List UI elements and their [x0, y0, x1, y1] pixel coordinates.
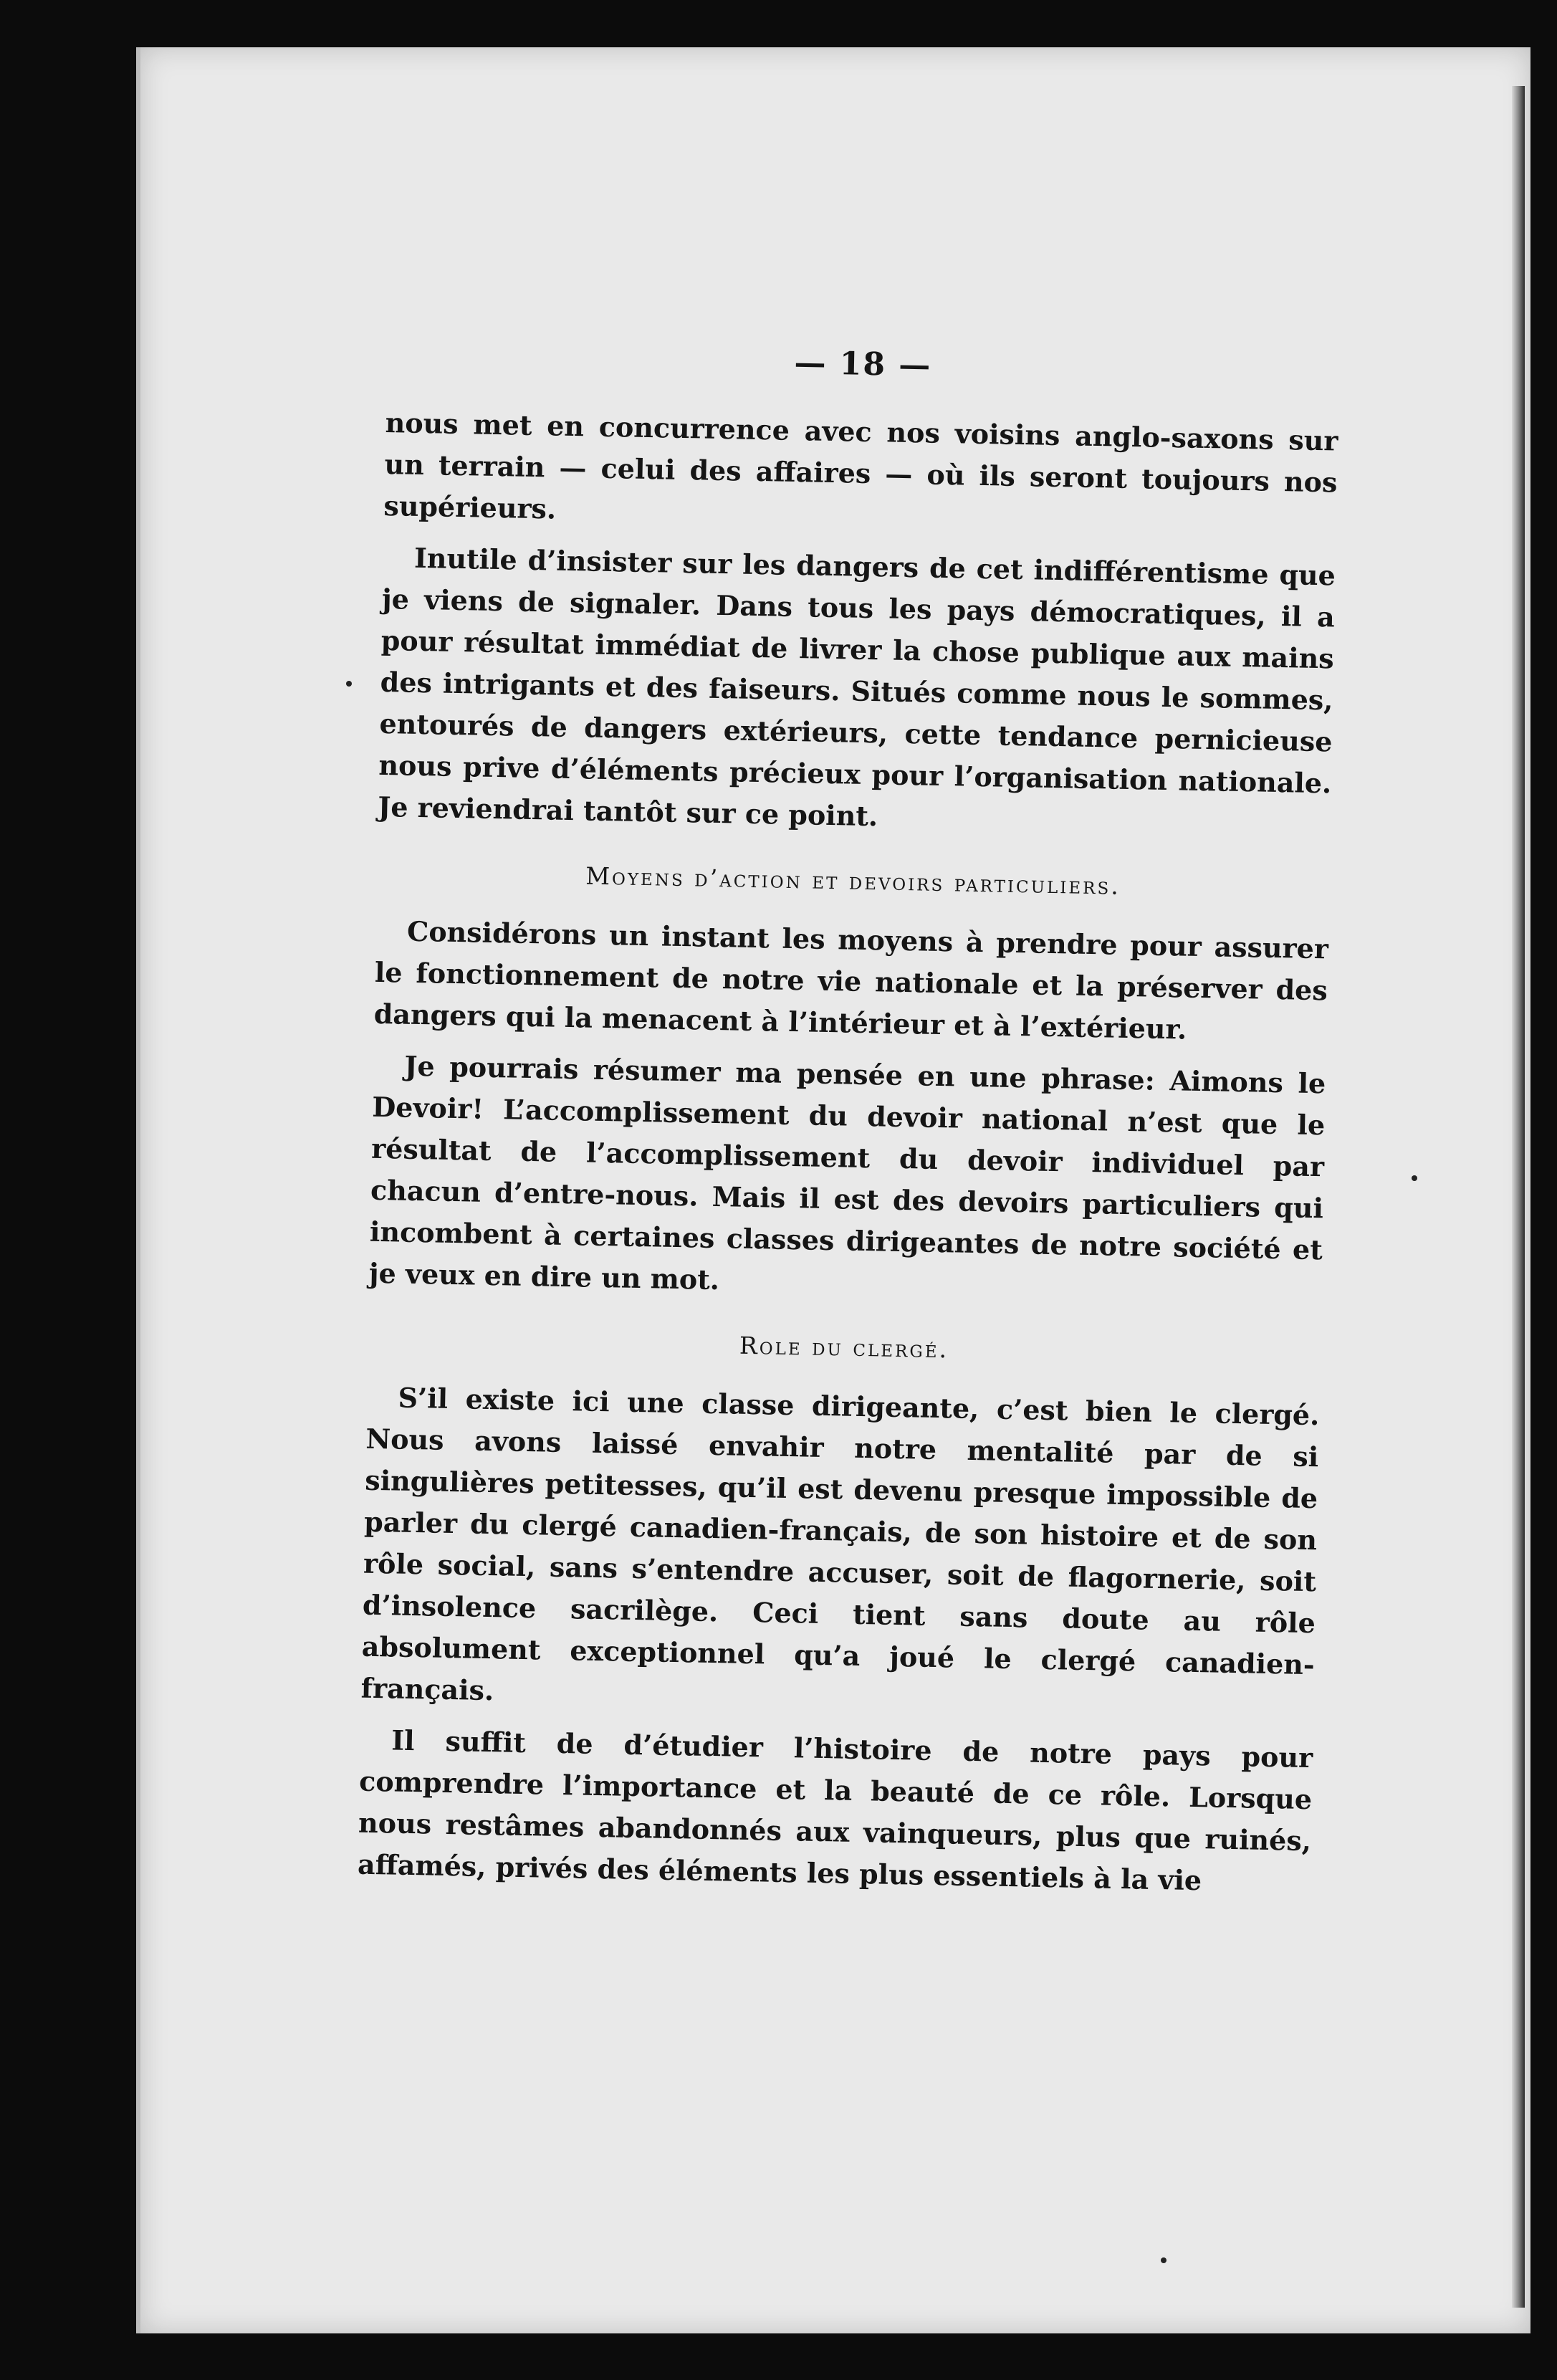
section-heading: Role du clergé. [739, 1331, 949, 1364]
section-heading: Moyens d’action et devoirs particuliers. [585, 861, 1121, 900]
paragraph: S’il existe ici une classe dirigeante, c’est bien le clergé. Nous avons laissé envahir notre mentalité par de si singulières petitesses, qu’il est devenu presque impossible de parler du clergé canadien-français, de son histoire et de son rôle social, sans s’entendre accuser, soit de flagornerie, soit d’insolence sacrilège. Ceci tient sans doute au rôle absolument exceptionnel qu’a joué le clergé canadien-français. [360, 1381, 1320, 1707]
paragraph: Inutile d’insister sur les dangers de cet indifférentisme que je viens de signaler. Dans tous les pays démocratiques, il a pour résultat immédiat de livrer la chose publique aux mains des intrigants et des faiseurs. Situés comme nous le sommes, entourés de dangers extérieurs, cette tendance pernicieuse nous prive d’éléments précieux pour l’organisation nationale. Je reviendrai tantôt sur ce point. [377, 541, 1336, 833]
scan-speck [1412, 1175, 1417, 1181]
paragraph: Il suffit de d’étudier l’histoire de notre pays pour comprendre l’importance et la beauté de ce rôle. Lorsque nous restâmes abandonnés aux vainqueurs, plus que ruinés, affamés, privés des éléments les plus essentiels à la vie [357, 1724, 1313, 1897]
paragraph-continuation: nous met en concurrence avec nos voisins anglo-saxons sur un terrain — celui des affaires — où ils seront toujours nos supérieurs. [383, 406, 1338, 525]
page-number: — 18 — [793, 344, 932, 384]
page-edge [1512, 86, 1525, 2308]
scan-speck [346, 681, 352, 687]
paragraph: Considérons un instant les moyens à prendre pour assurer le fonctionnement de notre vie nationale et la préserver des dangers qui la menacent à l’intérieur et à l’extérieur. [373, 914, 1329, 1046]
paragraph: Je pourrais résumer ma pensée en une phrase: Aimons le Devoir! L’accomplissement du devoir national n’est que le résultat de l’accomplissement du devoir individuel par chacun d’entre-nous. Mais il est des devoirs particuliers qui incombent à certaines classes dirigeantes de notre société et je veux en dire un mot. [368, 1049, 1326, 1296]
page-text [357, 337, 1340, 1913]
scan-speck [1161, 2257, 1166, 2263]
